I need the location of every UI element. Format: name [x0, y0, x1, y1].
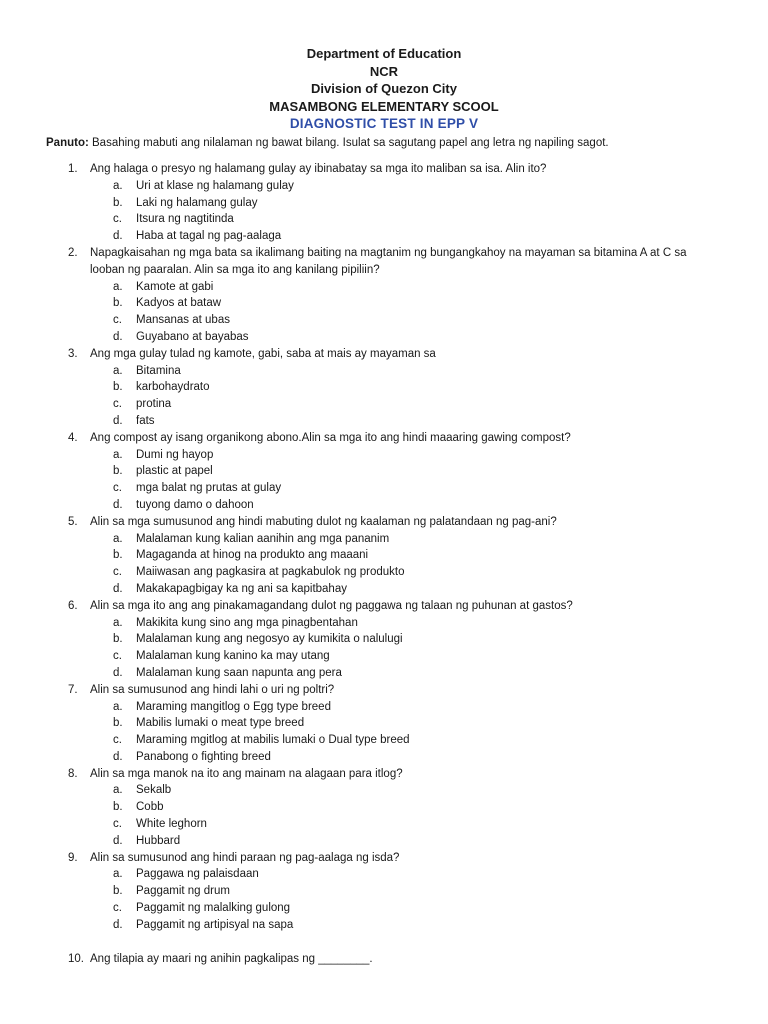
option-letter: b. [113, 196, 123, 209]
answer-option [0, 749, 768, 766]
question-number: 6. [68, 599, 78, 612]
option-text: Mabilis lumaki o meat type breed [136, 717, 305, 730]
instructions-label: Panuto: [46, 137, 89, 149]
question-text: Alin sa mga manok na ito ang mainam na alagaan para itlog? [90, 767, 403, 780]
option-text: Cobb [136, 801, 164, 814]
option-letter: a. [113, 179, 123, 192]
header-division: Division of Quezon City [311, 81, 457, 96]
question-text: Alin sa mga sumusunod ang hindi mabuting dulot ng kaalaman ng palatandaan ng pag-ani? [90, 515, 557, 528]
question-item-5 [0, 514, 768, 598]
answer-option [0, 413, 768, 430]
question-item-6 [0, 598, 768, 682]
question-list [0, 161, 768, 967]
option-text: Hubbard [136, 834, 181, 847]
option-text: mga balat ng prutas at gulay [136, 482, 282, 495]
answer-option [0, 279, 768, 296]
option-text: White leghorn [136, 818, 207, 831]
question-item-1 [0, 161, 768, 245]
option-text: Magaganda at hinog na produkto ang maaani [136, 549, 369, 562]
answer-option [0, 665, 768, 682]
question-item-4 [0, 430, 768, 514]
option-text: Malalaman kung kalian aanihin ang mga pananim [136, 532, 390, 545]
answer-option [0, 463, 768, 480]
answer-option [0, 531, 768, 548]
answer-option [0, 480, 768, 497]
header-department: Department of Education [306, 46, 462, 61]
answer-option [0, 615, 768, 632]
answer-option [0, 497, 768, 514]
document-header [0, 45, 768, 133]
option-letter: a. [113, 280, 123, 293]
answer-option [0, 866, 768, 883]
option-text: protina [136, 398, 172, 411]
question-number: 10. [68, 952, 84, 965]
answer-option [0, 732, 768, 749]
option-text: Malalaman kung kanino ka may utang [136, 650, 330, 663]
question-number: 7. [68, 683, 78, 696]
answer-option [0, 631, 768, 648]
test-title: DIAGNOSTIC TEST IN EPP V [289, 116, 479, 131]
answer-option [0, 782, 768, 799]
option-letter: c. [113, 213, 122, 226]
header-region: NCR [369, 63, 399, 79]
option-letter: b. [113, 801, 123, 814]
option-text: tuyong damo o dahoon [136, 498, 254, 511]
option-text: Haba at tagal ng pag-aalaga [136, 230, 282, 243]
option-text: Guyabano at bayabas [136, 330, 249, 343]
question-text: Ang halaga o presyo ng halamang gulay ay ibinabatay sa mga ito maliban sa isa. Alin ito? [90, 163, 547, 175]
answer-option [0, 211, 768, 228]
answer-option [0, 228, 768, 245]
question-number: 4. [68, 431, 78, 444]
instructions [46, 135, 748, 151]
option-letter: c. [113, 818, 122, 831]
option-letter: d. [113, 498, 123, 511]
question-text: Alin sa sumusunod ang hindi paraan ng pag-aalaga ng isda? [90, 851, 400, 864]
option-letter: a. [113, 616, 123, 629]
question-number: 3. [68, 347, 78, 360]
option-text: Panabong o fighting breed [136, 750, 271, 763]
option-letter: a. [113, 784, 123, 797]
option-text: Paggamit ng malalking gulong [136, 902, 291, 915]
option-letter: d. [113, 230, 123, 243]
option-letter: d. [113, 582, 123, 595]
header-school: MASAMBONG ELEMENTARY SCOOL [269, 98, 499, 114]
option-letter: c. [113, 398, 122, 411]
option-letter: a. [113, 448, 123, 461]
answer-option [0, 581, 768, 598]
answer-option [0, 900, 768, 917]
option-text: Paggamit ng artipisyal na sapa [136, 918, 294, 931]
answer-option [0, 917, 768, 934]
option-letter: d. [113, 414, 123, 427]
answer-option [0, 312, 768, 329]
question-item-2 [0, 245, 768, 346]
answer-option [0, 396, 768, 413]
answer-option [0, 329, 768, 346]
question-item-10 [0, 951, 768, 968]
option-text: fats [136, 414, 155, 427]
option-text: Kamote at gabi [136, 280, 214, 293]
option-letter: c. [113, 734, 122, 747]
answer-option [0, 799, 768, 816]
option-text: Uri at klase ng halamang gulay [136, 179, 294, 192]
option-letter: a. [113, 700, 123, 713]
answer-option [0, 195, 768, 212]
option-letter: c. [113, 566, 122, 579]
option-text: Maraming mgitlog at mabilis lumaki o Dual type breed [136, 734, 410, 747]
option-text: Mansanas at ubas [136, 314, 230, 327]
option-text: Makakapagbigay ka ng ani sa kapitbahay [136, 582, 347, 595]
option-letter: d. [113, 918, 123, 931]
option-text: Maiiwasan ang pagkasira at pagkabulok ng produkto [136, 566, 405, 579]
option-text: Kadyos at bataw [136, 297, 222, 310]
option-text: Paggawa ng palaisdaan [136, 868, 259, 881]
answer-option [0, 363, 768, 380]
question-text: Napagkaisahan ng mga bata sa ikalimang baiting na magtanim ng bungangkahoy na mayaman sa bitamina A at C sa looban ng paaralan. Alin sa mga ito ang kanilang pipiliin? [90, 246, 687, 276]
question-number: 8. [68, 767, 78, 780]
answer-option [0, 816, 768, 833]
option-text: Malalaman kung saan napunta ang pera [136, 666, 342, 679]
question-text: Alin sa sumusunod ang hindi lahi o uri ng poltri? [90, 683, 335, 696]
question-number: 1. [68, 163, 78, 175]
question-number: 5. [68, 515, 78, 528]
option-letter: c. [113, 314, 122, 327]
option-letter: d. [113, 834, 123, 847]
question-text: Ang tilapia ay maari ng anihin pagkalipas ng ________. [90, 952, 373, 965]
question-number: 9. [68, 851, 78, 864]
option-letter: d. [113, 330, 123, 343]
option-letter: d. [113, 750, 123, 763]
option-text: plastic at papel [136, 465, 213, 478]
question-item-8 [0, 766, 768, 850]
option-letter: b. [113, 885, 123, 898]
option-text: Malalaman kung ang negosyo ay kumikita o nalulugi [136, 633, 403, 646]
option-letter: b. [113, 381, 123, 394]
answer-option [0, 883, 768, 900]
option-text: Paggamit ng drum [136, 885, 230, 898]
option-text: Itsura ng nagtitinda [136, 213, 234, 226]
answer-option [0, 547, 768, 564]
answer-option [0, 699, 768, 716]
instructions-text: Basahing mabuti ang nilalaman ng bawat bilang. Isulat sa sagutang papel ang letra ng napiling sagot. [92, 137, 609, 149]
question-number: 2. [68, 246, 78, 259]
question-text: Ang compost ay isang organikong abono.Alin sa mga ito ang hindi maaaring gawing compost? [90, 431, 571, 444]
question-text: Alin sa mga ito ang ang pinakamagandang dulot ng paggawa ng talaan ng puhunan at gastos? [90, 599, 573, 612]
option-text: Maraming mangitlog o Egg type breed [136, 700, 331, 713]
option-letter: b. [113, 297, 123, 310]
option-text: karbohaydrato [136, 381, 210, 394]
answer-option [0, 295, 768, 312]
option-letter: c. [113, 650, 122, 663]
option-letter: b. [113, 633, 123, 646]
answer-option [0, 178, 768, 195]
question-item-7 [0, 682, 768, 766]
option-letter: b. [113, 549, 123, 562]
question-item-3 [0, 346, 768, 430]
question-text: Ang mga gulay tulad ng kamote, gabi, saba at mais ay mayaman sa [90, 347, 436, 360]
answer-option [0, 715, 768, 732]
answer-option [0, 648, 768, 665]
option-letter: c. [113, 482, 122, 495]
option-letter: d. [113, 666, 123, 679]
answer-option [0, 564, 768, 581]
option-text: Dumi ng hayop [136, 448, 214, 461]
option-letter: b. [113, 465, 123, 478]
option-letter: a. [113, 364, 123, 377]
option-letter: c. [113, 902, 122, 915]
question-item-9 [0, 850, 768, 934]
option-text: Bitamina [136, 364, 181, 377]
option-text: Laki ng halamang gulay [136, 196, 258, 209]
answer-option [0, 447, 768, 464]
option-text: Makikita kung sino ang mga pinagbentahan [136, 616, 358, 629]
answer-option [0, 379, 768, 396]
option-letter: a. [113, 868, 123, 881]
option-letter: a. [113, 532, 123, 545]
option-letter: b. [113, 717, 123, 730]
option-text: Sekalb [136, 784, 172, 797]
answer-option [0, 833, 768, 850]
